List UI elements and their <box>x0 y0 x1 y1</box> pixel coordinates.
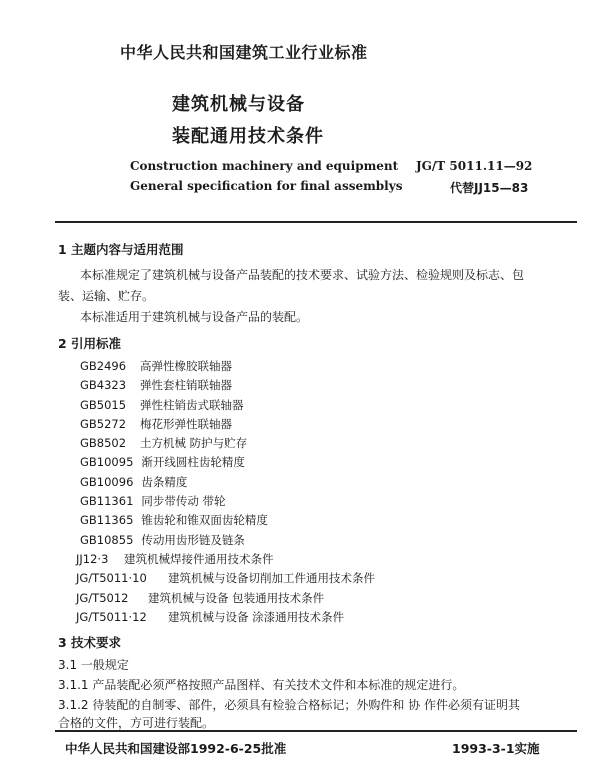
effective-date: 1993-3-1实施 <box>452 741 540 756</box>
reference-code: GB11361 <box>80 494 134 509</box>
section3-item1: 3.1.1 产品装配必须严格按照产品图样、有关技术文件和本标准的规定进行。 <box>58 678 465 692</box>
section3-item2-line1: 3.1.2 待装配的自制零、部件，必须具有检验合格标记；外购件和 协 作件必须有证明其 <box>58 698 520 712</box>
reference-title: 建筑机械与设备 涂漆通用技术条件 <box>168 609 345 624</box>
english-title-line1: Construction machinery and equipment <box>130 159 399 173</box>
section1-paragraph1-line2: 装、运输、贮存。 <box>58 289 155 303</box>
reference-title: 建筑机械与设备 包装通用技术条件 <box>148 590 325 605</box>
reference-item <box>80 376 375 395</box>
reference-code: JG/T5012 <box>76 590 129 605</box>
document-title-line1: 建筑机械与设备 <box>172 94 305 115</box>
section3-heading: 3 技术要求 <box>58 635 122 650</box>
reference-title: 渐开线圆柱齿轮精度 <box>141 455 245 470</box>
reference-item <box>80 473 375 492</box>
reference-title: 锥齿轮和锥双面齿轮精度 <box>141 513 268 528</box>
reference-code: GB8502 <box>80 436 127 451</box>
reference-code: GB10855 <box>80 532 134 547</box>
reference-item <box>80 511 375 530</box>
reference-code: GB5272 <box>80 416 127 431</box>
reference-title: 土方机械 防护与贮存 <box>140 436 248 451</box>
reference-title: 齿条精度 <box>141 474 188 489</box>
reference-item <box>80 453 375 472</box>
reference-item <box>76 550 375 569</box>
reference-item <box>80 396 375 415</box>
document-title-line2: 装配通用技术条件 <box>172 126 324 147</box>
reference-code: GB4323 <box>80 378 127 393</box>
replaces-standard: 代替JJ15—83 <box>450 181 529 195</box>
reference-title: 传动用齿形链及链条 <box>141 532 245 547</box>
reference-code: GB5015 <box>80 397 127 412</box>
reference-item <box>76 608 375 627</box>
reference-code: JG/T5011·12 <box>76 609 147 624</box>
reference-code: JJ12·3 <box>76 551 109 566</box>
section2-heading: 2 引用标准 <box>58 336 122 351</box>
reference-item <box>80 415 375 434</box>
header-divider <box>55 221 577 223</box>
reference-item <box>76 589 375 608</box>
reference-code: GB10095 <box>80 455 134 470</box>
section1-paragraph2: 本标准适用于建筑机械与设备产品的装配。 <box>80 310 309 324</box>
section1-paragraph1-line1: 本标准规定了建筑机械与设备产品装配的技术要求、试验方法、检验规则及标志、包 <box>80 268 525 282</box>
section3-subheading: 3.1 一般规定 <box>58 658 129 672</box>
reference-title: 弹性柱销齿式联轴器 <box>140 397 244 412</box>
footer-divider <box>55 730 577 732</box>
reference-title: 弹性套柱销联轴器 <box>140 378 232 393</box>
reference-code: GB10096 <box>80 474 134 489</box>
reference-title: 同步带传动 带轮 <box>141 494 226 509</box>
reference-list <box>76 357 375 627</box>
reference-title: 梅花形弹性联轴器 <box>140 416 232 431</box>
reference-code: GB11365 <box>80 513 134 528</box>
reference-item <box>76 569 375 588</box>
standard-code: JG/T 5011.11—92 <box>416 159 533 173</box>
english-title-line2: General specification for final assemblys <box>130 179 403 193</box>
section1-heading: 1 主题内容与适用范围 <box>58 242 184 257</box>
section3-item2-line2: 合格的文件，方可进行装配。 <box>58 716 215 730</box>
reference-title: 高弹性橡胶联轴器 <box>140 359 232 373</box>
reference-title: 建筑机械焊接件通用技术条件 <box>124 551 274 566</box>
standard-title: 中华人民共和国建筑工业行业标准 <box>120 43 368 62</box>
reference-code: GB2496 <box>80 359 127 373</box>
approval-date: 中华人民共和国建设部1992-6-25批准 <box>65 741 287 756</box>
reference-item <box>80 531 375 550</box>
reference-item <box>80 434 375 453</box>
reference-item <box>80 357 375 376</box>
reference-code: JG/T5011·10 <box>76 571 147 586</box>
reference-item <box>80 492 375 511</box>
reference-title: 建筑机械与设备切削加工件通用技术条件 <box>168 571 375 586</box>
